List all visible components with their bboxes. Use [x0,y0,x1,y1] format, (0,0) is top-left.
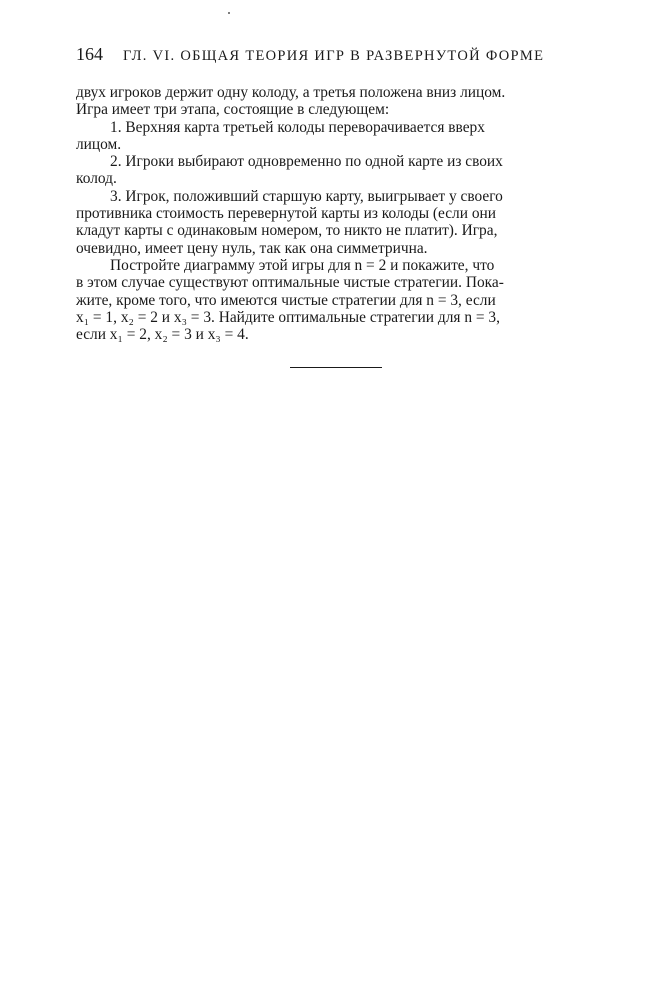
body-text [76,84,597,343]
section-end-rule [290,367,382,368]
page-number: 164 [76,44,103,64]
paragraph-intro: двух игроков держит одну колоду, а третья положена вниз лицом. Игра имеет три этапа, состоящие в следующем: [76,84,506,119]
paragraph-step-2: 2. Игроки выбирают одновременно по одной карте из своих колод. [76,153,503,188]
paragraph-exercise: Постройте диаграмму этой игры для n = 2 и покажите, что в этом случае существуют оптимальные чистые стратегии. Пока- жите, кроме того, что имеются чистые стратегии для n = 3, если x₁ = 1, x₂ = 2 и x₃ = 3. Найдите оптимальные стратегии для n = 3, если x₁ = 2, x₂ = 3 и x₃ = 4. [76,256,504,344]
running-head: ГЛ. VI. ОБЩАЯ ТЕОРИЯ ИГР В РАЗВЕРНУТОЙ ФОРМЕ [123,48,545,64]
print-speck [228,12,230,14]
paragraph-step-1: 1. Верхняя карта третьей колоды переворачивается вверх лицом. [76,118,485,153]
paragraph-step-3: 3. Игрок, положивший старшую карту, выигрывает у своего противника стоимость перевернутой карты из колоды (если они кладут карты с одинаковым номером, то никто не платит). Игра, очевидно, имеет цену нуль, так как она симметрична. [76,187,503,257]
page-header [76,44,560,68]
